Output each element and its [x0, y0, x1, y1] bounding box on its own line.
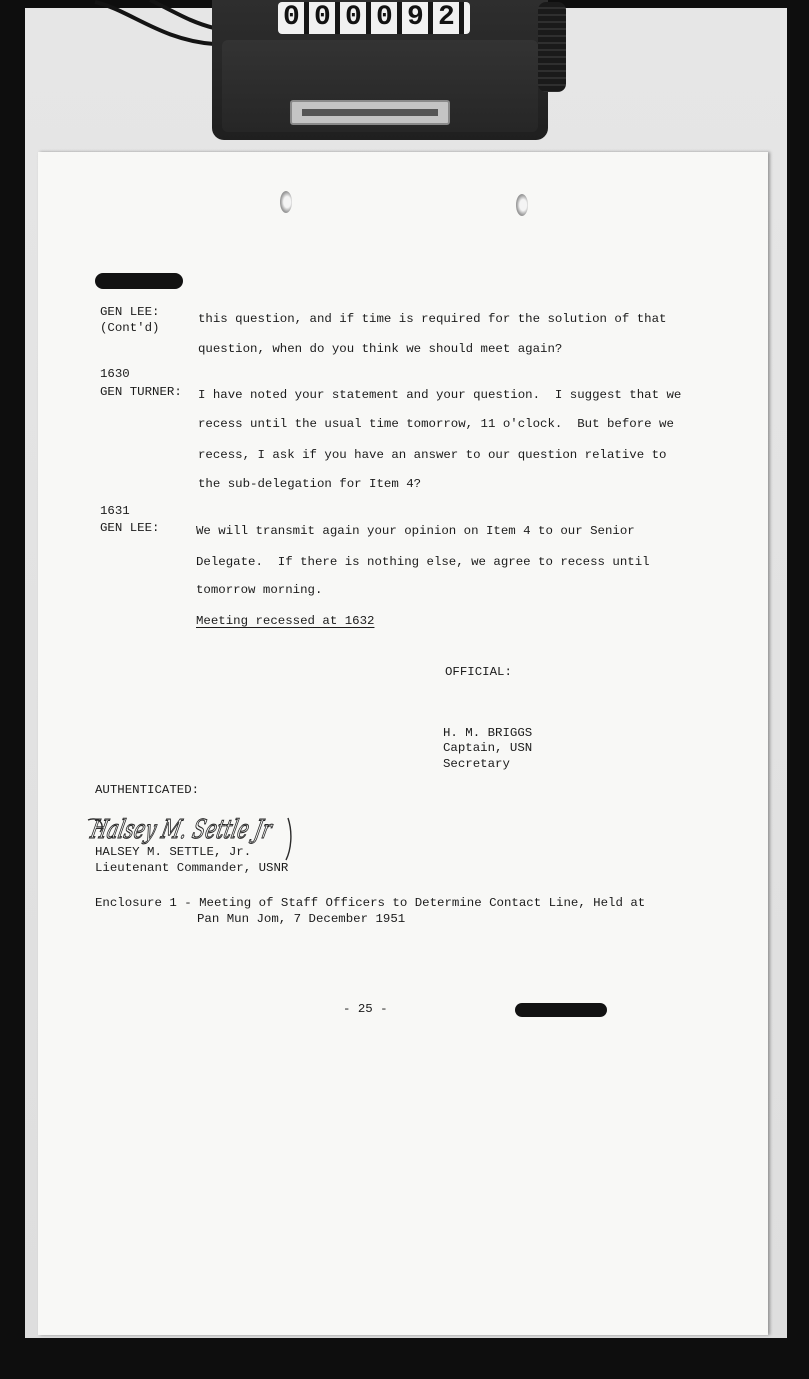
redaction-bar — [515, 1003, 607, 1017]
page-number: - 25 - — [343, 1002, 388, 1016]
transcript-line: Delegate. If there is nothing else, we agree to recess until — [196, 555, 650, 569]
punch-hole — [516, 194, 528, 216]
official-title: Secretary — [443, 757, 510, 771]
official-label: OFFICIAL: — [445, 665, 512, 679]
authenticated-label: AUTHENTICATED: — [95, 783, 200, 797]
official-name: H. M. BRIGGS — [443, 726, 533, 740]
counter-cable — [0, 0, 240, 80]
enclosure-line: Pan Mun Jom, 7 December 1951 — [197, 912, 406, 926]
timestamp: 1630 — [100, 367, 130, 381]
enclosure-line: Enclosure 1 - Meeting of Staff Officers to Determine Contact Line, Held at — [95, 896, 646, 910]
transcript-line: the sub-delegation for Item 4? — [198, 477, 422, 491]
signature-text: Halsey M. Settle Jr — [88, 815, 345, 845]
transcript-line: tomorrow morning. — [196, 583, 323, 597]
label-plate-bar — [302, 109, 438, 116]
frame-counter-digits: 000092 — [283, 2, 470, 33]
counter-knob — [538, 2, 566, 92]
timestamp: 1631 — [100, 504, 130, 518]
speaker-label: GEN LEE: — [100, 305, 160, 319]
transcript-line: question, when do you think we should meet again? — [198, 342, 563, 356]
transcript-line: We will transmit again your opinion on Item 4 to our Senior — [196, 524, 635, 538]
closing-note: Meeting recessed at 1632 — [196, 614, 375, 628]
official-rank: Captain, USN — [443, 741, 533, 755]
frame-counter — [278, 2, 470, 34]
speaker-continued-note: (Cont'd) — [100, 321, 160, 335]
transcript-line: I have noted your statement and your question. I suggest that we — [198, 388, 682, 402]
authenticator-name: HALSEY M. SETTLE, Jr. — [95, 845, 252, 859]
transcript-line: recess, I ask if you have an answer to our question relative to — [198, 448, 667, 462]
redaction-bar — [95, 273, 183, 289]
authenticator-rank: Lieutenant Commander, USNR — [95, 861, 289, 875]
punch-hole — [280, 191, 292, 213]
transcript-line: this question, and if time is required for the solution of that — [198, 312, 667, 326]
counter-label-plate — [290, 100, 450, 125]
transcript-line: recess until the usual time tomorrow, 11 o'clock. But before we — [198, 417, 674, 431]
document-page — [38, 152, 768, 1335]
speaker-label: GEN LEE: — [100, 521, 160, 535]
speaker-label: GEN TURNER: — [100, 385, 182, 399]
